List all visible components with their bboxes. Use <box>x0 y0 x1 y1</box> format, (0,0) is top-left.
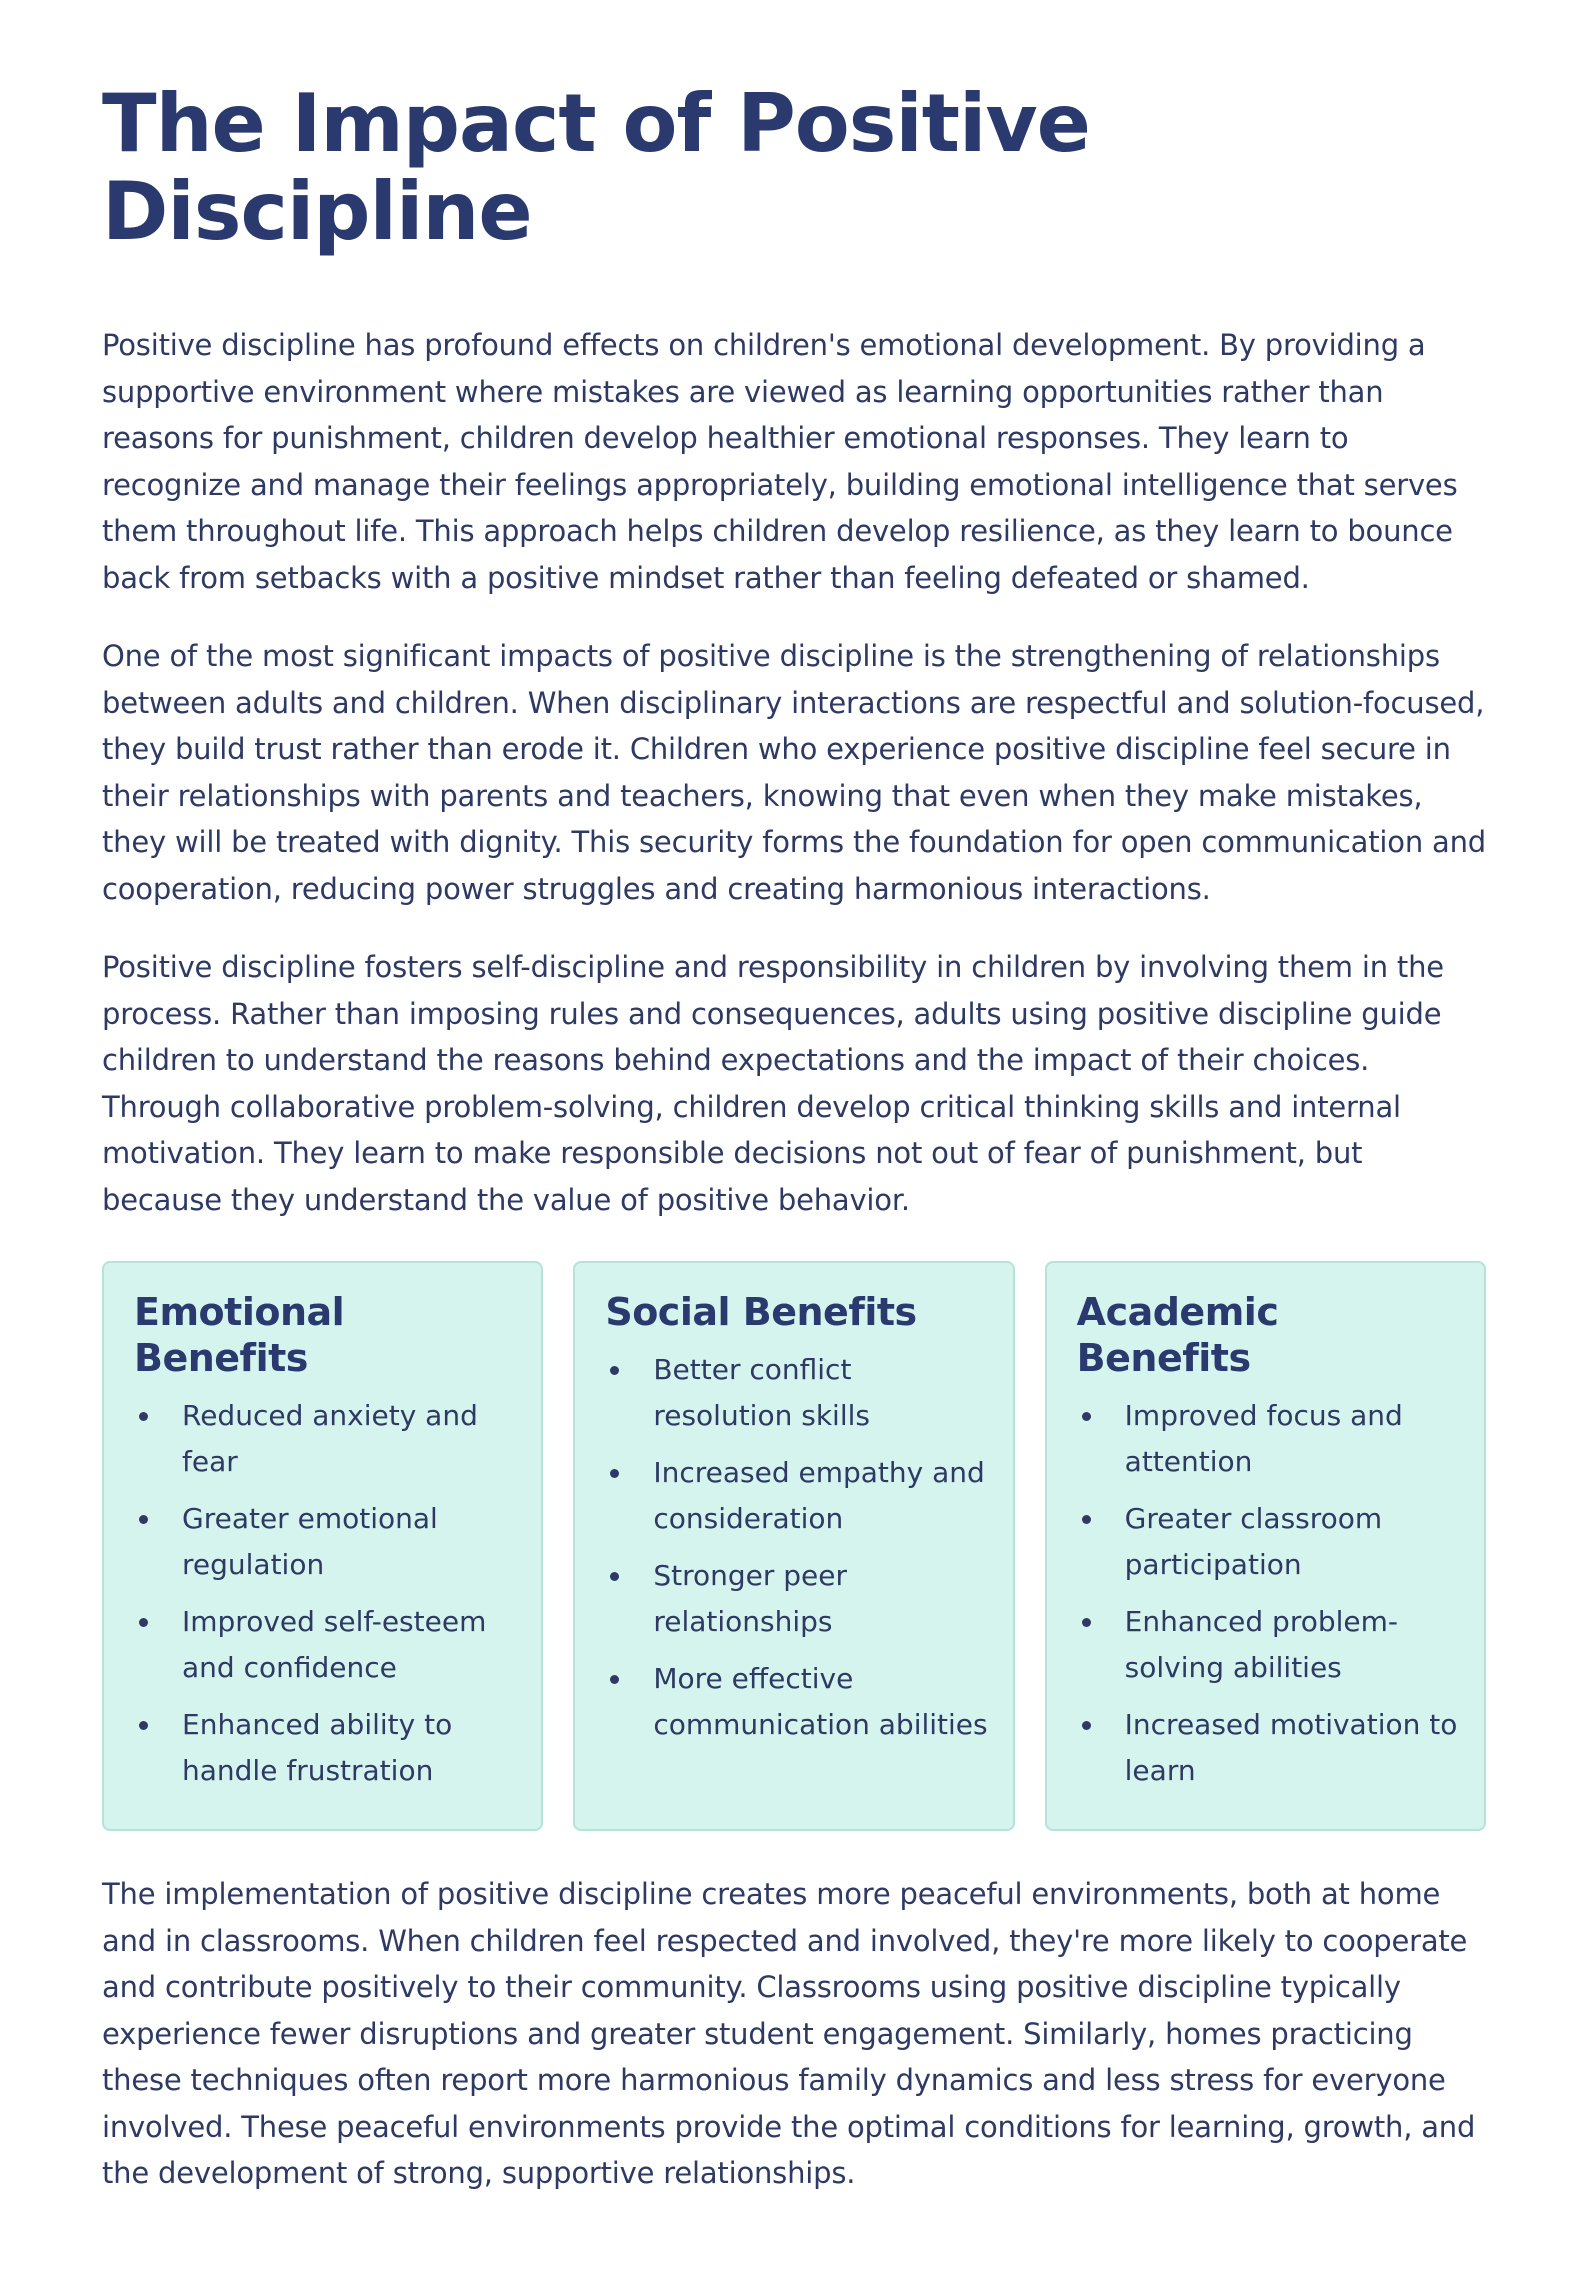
card-social-benefits <box>573 1261 1014 1831</box>
list-item <box>1077 1496 1462 1588</box>
list-item <box>134 1393 519 1485</box>
bullet-icon <box>1082 1618 1091 1627</box>
card-emotional-benefits <box>102 1261 543 1831</box>
list-item <box>134 1599 519 1691</box>
bullet-icon <box>1082 1412 1091 1421</box>
list-item <box>134 1702 519 1794</box>
list-item-text: More effective communication abilities <box>653 1662 988 1741</box>
benefits-cards <box>102 1261 1486 1831</box>
list-item <box>1077 1702 1462 1794</box>
card-heading: Social Benefits <box>605 1290 917 1334</box>
list-item <box>605 1656 990 1748</box>
card-heading: Academic Benefits <box>1076 1290 1279 1380</box>
list-item <box>1077 1599 1462 1691</box>
list-item-text: Enhanced ability to handle frustration <box>182 1708 453 1787</box>
document-page <box>102 77 1486 2197</box>
bullet-icon <box>139 1412 148 1421</box>
benefit-list <box>605 1347 990 1748</box>
bullet-icon <box>610 1366 619 1375</box>
list-item <box>605 1450 990 1542</box>
paragraph-emotional-development: Positive discipline has profound effects on children's emotional development. By providing a supportive environment where mistakes are viewed as learning opportunities rather than reasons for punishment, children develop healthier emotional responses. They learn to recognize and manage their feelings appropriately, building emotional intelligence that serves them throughout life. This approach helps children develop resilience, as they learn to bounce back from setbacks with a positive mindset rather than feeling defeated or shamed. <box>102 328 1458 595</box>
list-item <box>1077 1393 1462 1485</box>
list-item <box>605 1347 990 1439</box>
list-item-text: Improved self-esteem and confidence <box>182 1605 487 1684</box>
card-academic-benefits <box>1045 1261 1486 1831</box>
list-item-text: Better conflict resolution skills <box>653 1353 870 1432</box>
list-item-text: Reduced anxiety and fear <box>182 1399 478 1478</box>
list-item <box>605 1553 990 1645</box>
list-item-text: Increased motivation to learn <box>1124 1708 1458 1787</box>
list-item-text: Improved focus and attention <box>1124 1399 1403 1478</box>
paragraph-self-discipline: Positive discipline fosters self-discipline and responsibility in children by involving them in the process. Rather than imposing rules and consequences, adults using positive discipline guide children to understand the reasons behind expectations and the impact of their choices. Through collaborative problem-solving, children develop critical thinking skills and internal motivation. They learn to make responsible decisions not out of fear of punishment, but because they understand the value of positive behavior. <box>102 950 1444 1217</box>
card-heading: Emotional Benefits <box>134 1290 345 1380</box>
page-title: The Impact of Positive Discipline <box>102 77 1090 258</box>
list-item-text: Stronger peer relationships <box>653 1559 848 1638</box>
bullet-icon <box>610 1572 619 1581</box>
bullet-icon <box>1082 1721 1091 1730</box>
list-item-text: Increased empathy and consideration <box>653 1456 985 1535</box>
bullet-icon <box>139 1721 148 1730</box>
bullet-icon <box>139 1618 148 1627</box>
list-item-text: Greater classroom participation <box>1124 1502 1383 1581</box>
list-item <box>134 1496 519 1588</box>
paragraph-relationships: One of the most significant impacts of positive discipline is the strengthening of relationships between adults and children. When disciplinary interactions are respectful and solution-focused, they build trust rather than erode it. Children who experience positive discipline feel secure in their relationships with parents and teachers, knowing that even when they make mistakes, they will be treated with dignity. This security forms the foundation for open communication and cooperation, reducing power struggles and creating harmonious interactions. <box>102 639 1486 906</box>
bullet-icon <box>610 1675 619 1684</box>
list-item-text: Enhanced problem-solving abilities <box>1124 1605 1398 1684</box>
benefit-list <box>134 1393 519 1794</box>
paragraph-peaceful-environments: The implementation of positive discipline creates more peaceful environments, both at home and in classrooms. When children feel respected and involved, they're more likely to cooperate and contribute positively to their community. Classrooms using positive discipline typically experience fewer disruptions and greater student engagement. Similarly, homes practicing these techniques often report more harmonious family dynamics and less stress for everyone involved. These peaceful environments provide the optimal conditions for learning, growth, and the development of strong, supportive relationships. <box>102 1877 1476 2190</box>
list-item-text: Greater emotional regulation <box>182 1502 438 1581</box>
bullet-icon <box>610 1469 619 1478</box>
benefit-list <box>1077 1393 1462 1794</box>
bullet-icon <box>139 1515 148 1524</box>
bullet-icon <box>1082 1515 1091 1524</box>
